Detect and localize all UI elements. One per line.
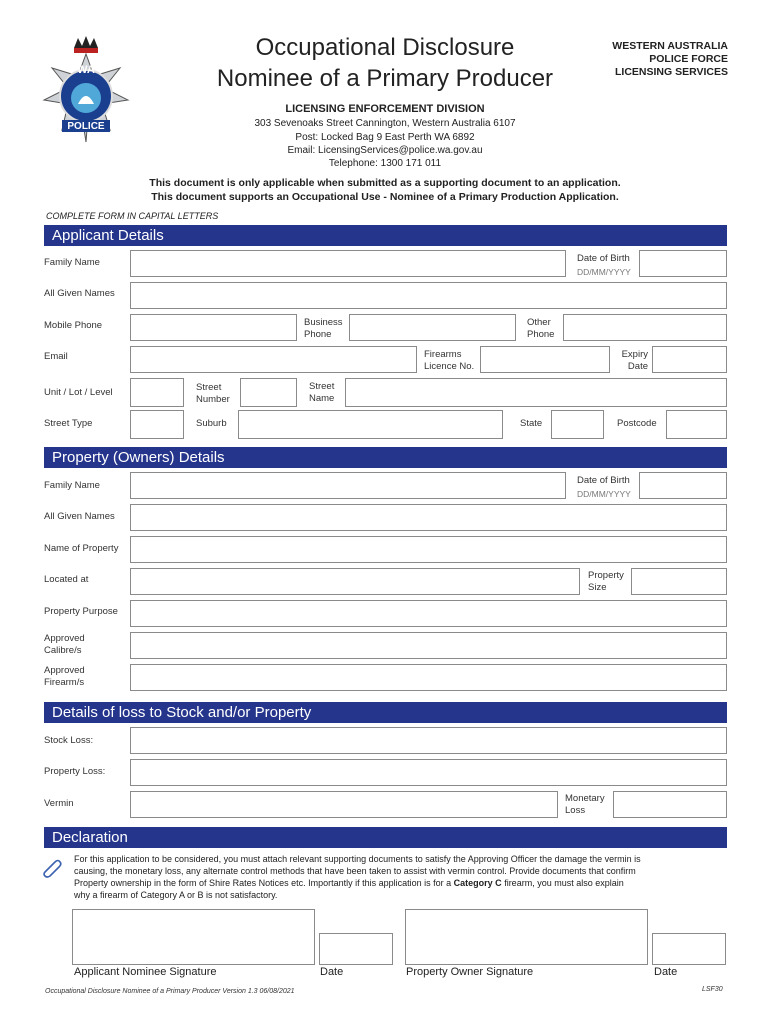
business-phone-field[interactable]: [349, 314, 516, 341]
owner-given-names-field[interactable]: [130, 504, 727, 531]
property-purpose-label: Property Purpose: [44, 606, 118, 617]
form-title-line2: Nominee of a Primary Producer: [216, 65, 554, 92]
street-number-label-1: Street: [196, 382, 222, 393]
applicant-dob-hint: DD/MM/YYYY: [577, 267, 631, 277]
applicant-date-field[interactable]: [319, 933, 393, 965]
declaration-line3: [74, 877, 734, 889]
property-name-field[interactable]: [130, 536, 727, 563]
applicant-family-name-label: Family Name: [44, 257, 100, 268]
street-name-field[interactable]: [345, 378, 727, 407]
telephone-line: Telephone: 1300 171 011: [328, 158, 442, 169]
approved-calibre-label: [44, 633, 85, 657]
approved-firearm-field[interactable]: [130, 664, 727, 691]
other-phone-field[interactable]: [563, 314, 727, 341]
applicant-details-heading: Applicant Details: [44, 225, 727, 246]
form-title-line1: Occupational Disclosure: [255, 34, 515, 61]
unit-label: Unit / Lot / Level: [44, 387, 113, 398]
agency-line1: WESTERN AUSTRALIA: [612, 40, 728, 52]
notice-line2: This document supports an Occupational Use - Nominee of a Primary Production Application.: [151, 191, 619, 203]
declaration-line1: For this application to be considered, you must attach relevant supporting documents to satisfy the Approving Officer the damage the vermin is: [74, 854, 641, 864]
street-number-label-2: Number: [196, 394, 230, 405]
business-phone-label: [304, 317, 343, 341]
firearms-licence-label: [424, 349, 474, 373]
agency-line2: POLICE FORCE: [649, 53, 728, 65]
approved-calibre-label-2: Calibre/s: [44, 645, 82, 656]
owner-dob-field[interactable]: [639, 472, 727, 499]
other-phone-label-2: Phone: [527, 329, 555, 340]
postcode-field[interactable]: [666, 410, 727, 439]
street-name-label: [309, 381, 334, 405]
declaration-line3c: firearm, you must also explain: [501, 878, 624, 888]
other-phone-label: [527, 317, 554, 341]
paperclip-icon: [40, 855, 64, 879]
stock-loss-field[interactable]: [130, 727, 727, 754]
monetary-loss-label-2: Loss: [565, 805, 586, 816]
declaration-text: [74, 853, 734, 901]
stock-loss-label: Stock Loss:: [44, 735, 94, 746]
postcode-label: Postcode: [617, 418, 657, 429]
agency-line3: LICENSING SERVICES: [615, 66, 728, 78]
email-label: Email: [44, 351, 68, 362]
property-size-field[interactable]: [631, 568, 727, 595]
state-label: State: [520, 418, 543, 429]
expiry-date-field[interactable]: [652, 346, 727, 373]
address-line1: 303 Sevenoaks Street Cannington, Western Australia 6107: [254, 118, 516, 129]
logo-bottom-text: POLICE: [67, 121, 105, 132]
applicant-given-names-label: All Given Names: [44, 288, 115, 299]
applicant-dob-label: Date of Birth: [577, 253, 630, 264]
applicant-given-names-field[interactable]: [130, 282, 727, 309]
other-phone-label-1: Other: [527, 317, 551, 328]
vermin-field[interactable]: [130, 791, 558, 818]
approved-firearm-label-2: Firearm/s: [44, 677, 85, 688]
monetary-loss-field[interactable]: [613, 791, 727, 818]
approved-firearm-label: [44, 665, 85, 689]
owner-date-label: Date: [654, 966, 678, 978]
approved-calibre-field[interactable]: [130, 632, 727, 659]
street-number-field[interactable]: [240, 378, 297, 407]
property-name-label: Name of Property: [44, 543, 119, 554]
firearms-licence-label-1: Firearms: [424, 349, 462, 360]
address-line2: Post: Locked Bag 9 East Perth WA 6892: [295, 132, 475, 143]
applicant-family-name-field[interactable]: [130, 250, 566, 277]
applicant-signature-label: Applicant Nominee Signature: [74, 966, 217, 978]
crown-icon: [74, 36, 98, 53]
located-at-label: Located at: [44, 574, 89, 585]
monetary-loss-label: [565, 793, 605, 817]
street-name-label-2: Name: [309, 393, 335, 404]
approved-calibre-label-1: Approved: [44, 633, 85, 644]
agency-name: [612, 40, 728, 79]
street-number-label: [196, 382, 230, 406]
firearms-licence-label-2: Licence No.: [424, 361, 475, 372]
monetary-loss-label-1: Monetary: [565, 793, 605, 804]
owner-dob-label: Date of Birth: [577, 475, 630, 486]
property-loss-field[interactable]: [130, 759, 727, 786]
expiry-date-label-1: Expiry: [621, 349, 648, 360]
loss-details-heading: Details of loss to Stock and/or Property: [44, 702, 727, 723]
unit-field[interactable]: [130, 378, 184, 407]
footer-version: Occupational Disclosure Nominee of a Primary Producer Version 1.3 06/08/2021: [45, 988, 295, 995]
suburb-label: Suburb: [196, 418, 227, 429]
owner-signature-label: Property Owner Signature: [406, 966, 534, 978]
mobile-phone-field[interactable]: [130, 314, 297, 341]
applicant-date-label: Date: [320, 966, 344, 978]
owner-date-field[interactable]: [652, 933, 726, 965]
property-loss-label: Property Loss:: [44, 766, 106, 777]
street-type-label: Street Type: [44, 418, 93, 429]
property-size-label-2: Size: [588, 582, 607, 593]
capitals-note: COMPLETE FORM IN CAPITAL LETTERS: [46, 211, 219, 221]
mobile-phone-label: Mobile Phone: [44, 320, 103, 331]
declaration-line3a: Property ownership in the form of Shire Rates Notices etc. Importantly if this application is for a: [74, 878, 454, 888]
division-name: LICENSING ENFORCEMENT DIVISION: [285, 103, 485, 115]
applicant-dob-field[interactable]: [639, 250, 727, 277]
applicant-signature-field[interactable]: [72, 909, 315, 965]
declaration-line4: why a firearm of Category A or B is not satisfactory.: [74, 890, 278, 900]
notice-line1: This document is only applicable when submitted as a supporting document to an application.: [149, 177, 621, 189]
owner-dob-hint: DD/MM/YYYY: [577, 489, 631, 499]
street-name-label-1: Street: [309, 381, 335, 392]
located-at-field[interactable]: [130, 568, 580, 595]
declaration-heading: Declaration: [44, 827, 727, 848]
expiry-date-label: [618, 349, 648, 373]
vermin-label: Vermin: [44, 798, 74, 809]
owner-family-name-field[interactable]: [130, 472, 566, 499]
declaration-line2: causing, the monetary loss, any alternate control methods that have been taken to assist with vermin control. Provide documents that confirm: [74, 866, 636, 876]
logo-top-text: WA: [77, 64, 95, 76]
firearms-licence-field[interactable]: [480, 346, 610, 373]
business-phone-label-1: Business: [304, 317, 343, 328]
property-size-label: [588, 570, 624, 594]
expiry-date-label-2: Date: [627, 361, 648, 372]
owner-given-names-label: All Given Names: [44, 511, 115, 522]
street-type-field[interactable]: [130, 410, 184, 439]
footer-form-code: LSF30: [702, 986, 723, 993]
owner-family-name-label: Family Name: [44, 480, 100, 491]
property-purpose-field[interactable]: [130, 600, 727, 627]
business-phone-label-2: Phone: [304, 329, 332, 340]
property-details-heading: Property (Owners) Details: [44, 447, 727, 468]
email-line: Email: LicensingServices@police.wa.gov.au: [287, 145, 483, 156]
state-field[interactable]: [551, 410, 604, 439]
suburb-field[interactable]: [238, 410, 503, 439]
category-c-text: Category C: [453, 878, 502, 888]
email-field[interactable]: [130, 346, 417, 373]
property-size-label-1: Property: [588, 570, 624, 581]
owner-signature-field[interactable]: [405, 909, 648, 965]
approved-firearm-label-1: Approved: [44, 665, 85, 676]
